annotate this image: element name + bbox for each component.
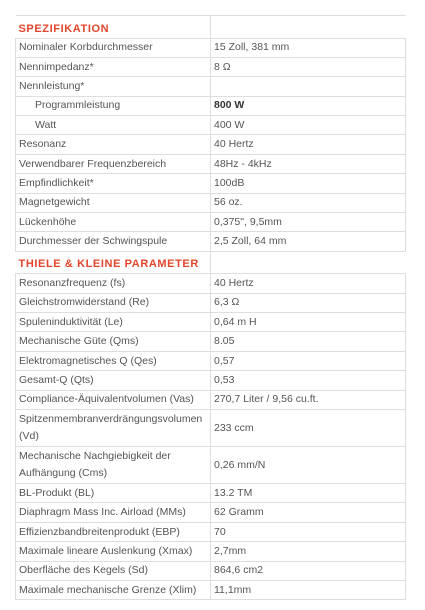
section-header-row: [16, 251, 406, 274]
row-value: 6,3 Ω: [211, 293, 406, 312]
row-label: Compliance-Äquivalentvolumen (Vas): [16, 390, 211, 409]
row-label: Magnetgewicht: [16, 193, 211, 212]
row-label: Oberfläche des Kegels (Sd): [16, 561, 211, 580]
table-row: [16, 293, 406, 312]
table-row: [16, 313, 406, 332]
row-value: 70: [211, 522, 406, 541]
section-title: SPEZIFIKATION: [18, 22, 110, 35]
table-row: [16, 503, 406, 522]
table-row: [16, 232, 406, 251]
table-row: [16, 193, 406, 212]
row-value: 13.2 TM: [211, 484, 406, 503]
table-row: [16, 351, 406, 370]
row-value: 233 ccm: [211, 410, 406, 447]
table-row: [16, 522, 406, 541]
row-label: Nennimpedanz*: [16, 57, 211, 76]
row-label: Diaphragm Mass Inc. Airload (MMs): [16, 503, 211, 522]
row-label: Resonanz: [16, 135, 211, 154]
table-row: [16, 57, 406, 76]
row-value: 62 Gramm: [211, 503, 406, 522]
row-label: BL-Produkt (BL): [16, 484, 211, 503]
row-value: 0,26 mm/N: [211, 447, 406, 484]
row-label: Elektromagnetisches Q (Qes): [16, 351, 211, 370]
table-row: [16, 447, 406, 484]
row-value: 100dB: [211, 174, 406, 193]
table-row: [16, 390, 406, 409]
row-label: Empfindlichkeit*: [16, 174, 211, 193]
row-label: Lückenhöhe: [16, 213, 211, 232]
row-label: Resonanzfrequenz (fs): [16, 274, 211, 293]
table-row: [16, 332, 406, 351]
table-row: [16, 561, 406, 580]
row-label: Spitzenmembranverdrängungsvolumen (Vd): [16, 410, 211, 447]
row-label: Verwendbarer Frequenzbereich: [16, 154, 211, 173]
table-row: [16, 154, 406, 173]
section-title-cell: [16, 251, 211, 274]
row-value: 2,5 Zoll, 64 mm: [211, 232, 406, 251]
row-value: 0,53: [211, 371, 406, 390]
row-value: [211, 77, 406, 96]
row-label: Gleichstromwiderstand (Re): [16, 293, 211, 312]
row-label: Nominaler Korbdurchmesser: [16, 38, 211, 57]
row-label: Effizienzbandbreitenprodukt (EBP): [16, 522, 211, 541]
row-value: 0,375", 9,5mm: [211, 213, 406, 232]
row-value: 11,1mm: [211, 580, 406, 599]
row-value: 270,7 Liter / 9,56 cu.ft.: [211, 390, 406, 409]
row-value: 56 oz.: [211, 193, 406, 212]
table-row: [16, 96, 406, 115]
row-value: 864,6 cm2: [211, 561, 406, 580]
section-header-row: [16, 16, 406, 39]
row-value: 0,64 m H: [211, 313, 406, 332]
row-label: Maximale lineare Auslenkung (Xmax): [16, 542, 211, 561]
row-value: 0,57: [211, 351, 406, 370]
row-label: Durchmesser der Schwingspule: [16, 232, 211, 251]
table-row: [16, 580, 406, 599]
row-value: 40 Hertz: [211, 135, 406, 154]
row-value: 8 Ω: [211, 57, 406, 76]
row-label: Watt: [16, 116, 211, 135]
row-value: 40 Hertz: [211, 274, 406, 293]
row-label: Spuleninduktivität (Le): [16, 313, 211, 332]
spec-table: [15, 15, 406, 600]
table-row: [16, 542, 406, 561]
row-label: Mechanische Nachgiebigkeit der Aufhängung (Cms): [16, 447, 211, 484]
row-value: 800 W: [211, 96, 406, 115]
table-row: [16, 116, 406, 135]
row-value: 15 Zoll, 381 mm: [211, 38, 406, 57]
section-blank-cell: [211, 16, 406, 39]
row-label: Gesamt-Q (Qts): [16, 371, 211, 390]
table-row: [16, 213, 406, 232]
row-value: 2,7mm: [211, 542, 406, 561]
table-row: [16, 174, 406, 193]
row-label: Maximale mechanische Grenze (Xlim): [16, 580, 211, 599]
row-value: 400 W: [211, 116, 406, 135]
table-row: [16, 484, 406, 503]
row-value: 8.05: [211, 332, 406, 351]
row-label: Programmleistung: [16, 96, 211, 115]
section-title: THIELE & KLEINE PARAMETER: [18, 258, 199, 271]
row-label: Mechanische Güte (Qms): [16, 332, 211, 351]
row-value: 48Hz - 4kHz: [211, 154, 406, 173]
section-title-cell: [16, 16, 211, 39]
table-row: [16, 38, 406, 57]
table-row: [16, 410, 406, 447]
spec-table-body: [16, 16, 406, 600]
table-row: [16, 77, 406, 96]
section-blank-cell: [211, 251, 406, 274]
table-row: [16, 371, 406, 390]
spec-table-container: [15, 15, 406, 600]
row-label: Nennleistung*: [16, 77, 211, 96]
table-row: [16, 274, 406, 293]
table-row: [16, 135, 406, 154]
